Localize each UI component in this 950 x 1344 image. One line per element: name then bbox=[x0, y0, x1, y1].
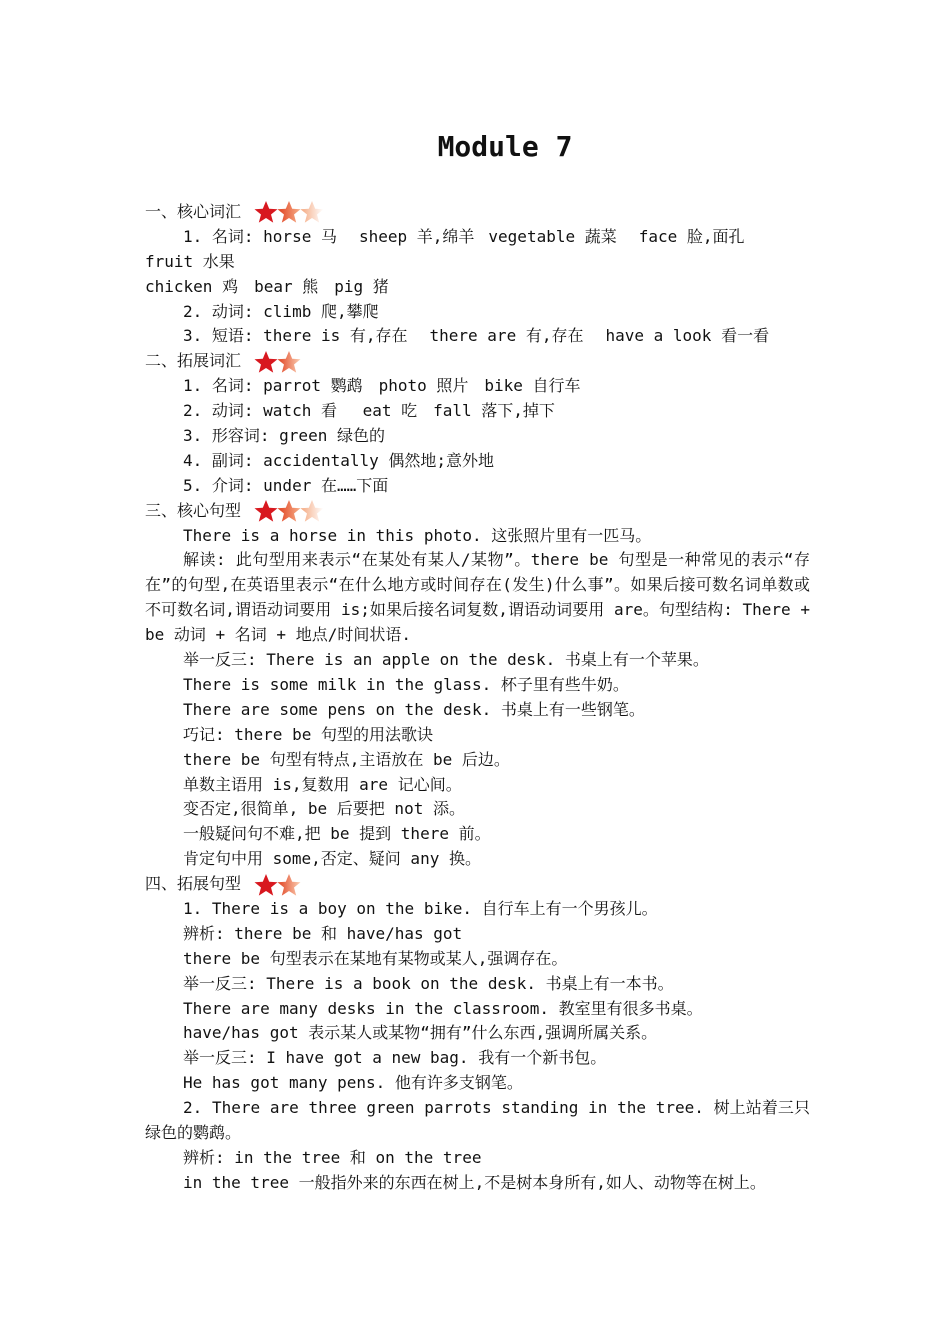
text-line: 辨析: there be 和 have/has got bbox=[183, 923, 463, 943]
text-line: fruit 水果 bbox=[145, 251, 235, 271]
text-line: 3. 形容词: green 绿色的 bbox=[183, 426, 385, 446]
document-body bbox=[145, 200, 810, 1196]
star-icon bbox=[299, 200, 325, 224]
text-paragraph: in the tree 一般指外来的东西在树上,不是树本身所有,如人、动物等在树上。 bbox=[183, 1172, 766, 1192]
text-line: 举一反三: I have got a new bag. 我有一个新书包。 bbox=[183, 1048, 607, 1068]
section-heading-core-vocabulary bbox=[145, 200, 810, 225]
text-line: 巧记: there be 句型的用法歌诀 bbox=[183, 724, 433, 744]
text-line: 举一反三: There is a book on the desk. 书桌上有一本书。 bbox=[183, 973, 674, 993]
page-title: Module 7 bbox=[437, 130, 573, 163]
star-icon bbox=[299, 499, 325, 523]
text-line bbox=[145, 324, 810, 349]
text-line: 一般疑问句不难,把 be 提到 there 前。 bbox=[183, 824, 491, 844]
star-icon bbox=[276, 873, 302, 897]
section-heading-extended-sentences bbox=[145, 872, 810, 897]
rating-stars bbox=[253, 350, 299, 374]
vocab-vegetable: vegetable 蔬菜 bbox=[488, 226, 617, 246]
rating-stars bbox=[253, 200, 322, 224]
phrase-have-a-look: have a look 看一看 bbox=[605, 326, 770, 346]
section-heading-text: 二、拓展词汇 bbox=[145, 351, 242, 371]
text-line: He has got many pens. 他有许多支钢笔。 bbox=[183, 1073, 523, 1093]
vocab-horse: 1. 名词: horse 马 bbox=[183, 226, 337, 246]
vocab-sheep: sheep 羊,绵羊 bbox=[358, 226, 475, 246]
text-line: have/has got 表示某人或某物“拥有”什么东西,强调所属关系。 bbox=[183, 1023, 658, 1043]
text-line bbox=[145, 225, 810, 250]
text-line: 5. 介词: under 在……下面 bbox=[183, 475, 389, 495]
text-line: There are some pens on the desk. 书桌上有一些钢笔。 bbox=[183, 699, 645, 719]
text-line: there be 句型有特点,主语放在 be 后边。 bbox=[183, 749, 510, 769]
text-line: 单数主语用 is,复数用 are 记心间。 bbox=[183, 774, 462, 794]
text-line: There is a horse in this photo. 这张照片里有一匹马。 bbox=[183, 525, 652, 545]
text-line: 变否定,很简单, be 后要把 not 添。 bbox=[183, 799, 465, 819]
rating-stars bbox=[253, 499, 322, 523]
phrase-there-is: 3. 短语: there is 有,存在 bbox=[183, 326, 408, 346]
text-line: there be 句型表示在某地有某物或某人,强调存在。 bbox=[183, 948, 568, 968]
text-paragraph: 2. There are three green parrots standing in the tree. 树上站着三只绿色的鹦鹉。 bbox=[145, 1098, 810, 1143]
section-heading-core-sentences bbox=[145, 499, 810, 524]
text-line: 2. 动词: climb 爬,攀爬 bbox=[183, 301, 379, 321]
section-heading-extended-vocabulary bbox=[145, 349, 810, 374]
section-heading-text: 三、核心句型 bbox=[145, 500, 242, 520]
text-line: 2. 动词: watch 看 eat 吃 fall 落下,掉下 bbox=[183, 401, 555, 421]
text-line: 举一反三: There is an apple on the desk. 书桌上有一个苹果。 bbox=[183, 650, 709, 670]
rating-stars bbox=[253, 873, 299, 897]
star-icon bbox=[276, 350, 302, 374]
text-line: There are many desks in the classroom. 教室里有很多书桌。 bbox=[183, 998, 703, 1018]
text-line: chicken 鸡 bear 熊 pig 猪 bbox=[145, 276, 389, 296]
text-paragraph: 解读: 此句型用来表示“在某处有某人/某物”。there be 句型是一种常见的表示“存在”的句型,在英语里表示“在什么地方或时间存在(发生)什么事”。如果后接可数名词单数或不可数名词,谓语动词要用 is;如果后接名词复数,谓语动词要用 are。句型结构: There + be 动词 + 名词 + 地点/时间状语. bbox=[145, 550, 810, 645]
section-heading-text: 四、拓展句型 bbox=[145, 874, 242, 894]
text-line: 1. 名词: parrot 鹦鹉 photo 照片 bike 自行车 bbox=[183, 376, 581, 396]
text-line: 辨析: in the tree 和 on the tree bbox=[183, 1147, 482, 1167]
text-line: 肯定句中用 some,否定、疑问 any 换。 bbox=[183, 849, 481, 869]
phrase-there-are: there are 有,存在 bbox=[429, 326, 584, 346]
text-line: 4. 副词: accidentally 偶然地;意外地 bbox=[183, 450, 495, 470]
text-line: 1. There is a boy on the bike. 自行车上有一个男孩儿。 bbox=[183, 899, 658, 918]
section-heading-text: 一、核心词汇 bbox=[145, 202, 242, 221]
text-line: There is some milk in the glass. 杯子里有些牛奶。 bbox=[183, 674, 629, 694]
vocab-face: face 脸,面孔 bbox=[638, 226, 745, 246]
